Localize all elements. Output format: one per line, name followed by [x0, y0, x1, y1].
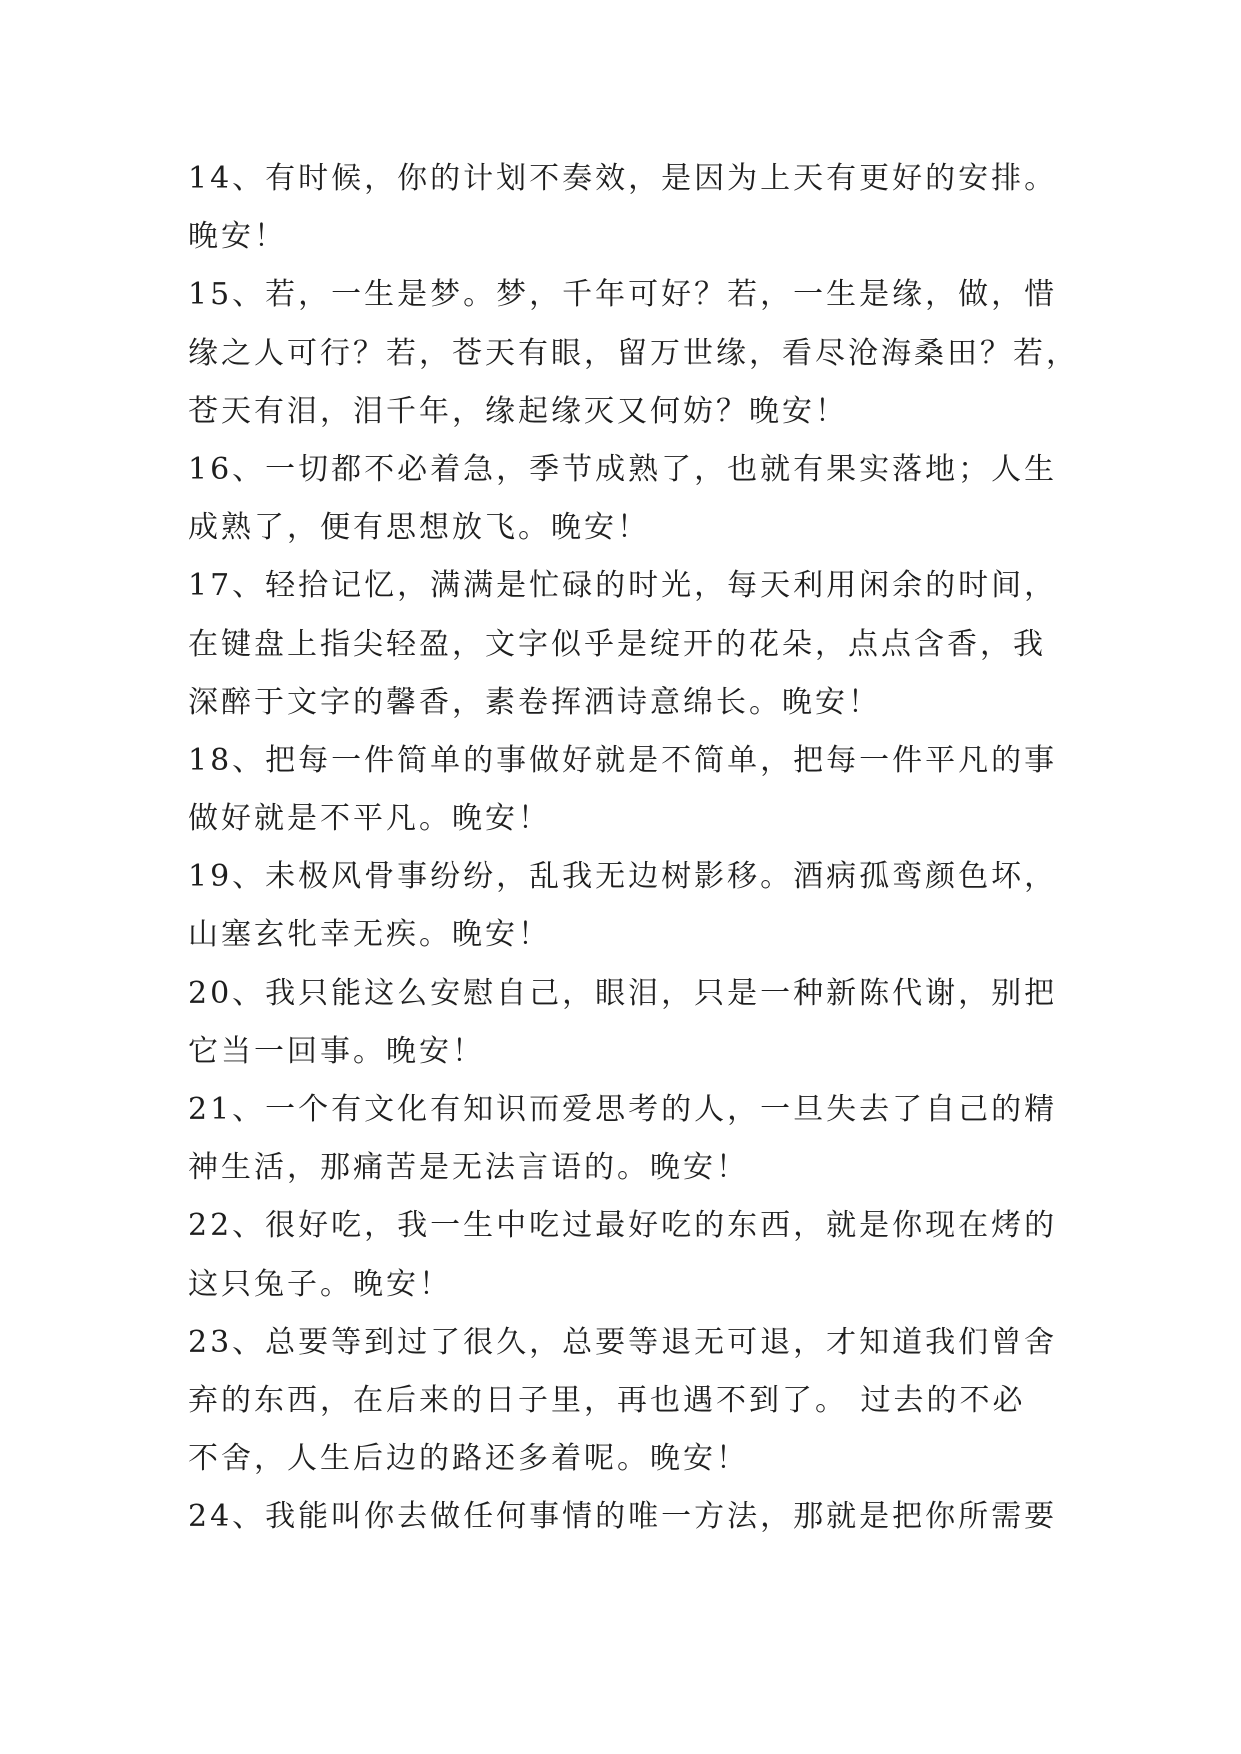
text-line: 神生活，那痛苦是无法言语的。晚安！ [188, 1150, 749, 1186]
text-line: 18、把每一件简单的事做好就是不简单，把每一件平凡的事 [188, 742, 1058, 778]
text-line: 弃的东西，在后来的日子里，再也遇不到了。 过去的不必 [188, 1382, 1026, 1418]
list-item [188, 1081, 1068, 1197]
list-item [188, 1314, 1068, 1489]
text-line: 缘之人可行？若，苍天有眼，留万世缘，看尽沧海桑田？若， [188, 335, 1079, 371]
text-line: 15、若，一生是梦。梦，千年可好？若，一生是缘，做，惜 [188, 277, 1058, 313]
list-item [188, 150, 1068, 266]
text-line: 在键盘上指尖轻盈，文字似乎是绽开的花朵，点点含香，我 [188, 626, 1046, 662]
text-line: 24、我能叫你去做任何事情的唯一方法，那就是把你所需要 [188, 1499, 1058, 1535]
text-line: 21、一个有文化有知识而爱思考的人，一旦失去了自己的精 [188, 1092, 1058, 1127]
text-line: 17、轻拾记忆，满满是忙碌的时光，每天利用闲余的时间， [188, 568, 1058, 604]
text-line: 成熟了，便有思想放飞。晚安！ [188, 510, 650, 546]
list-item [188, 1488, 1068, 1546]
text-line: 22、很好吃，我一生中吃过最好吃的东西，就是你现在烤的 [188, 1208, 1058, 1244]
list-item [188, 848, 1068, 964]
text-line: 山塞玄牝幸无疾。晚安！ [188, 917, 551, 953]
text-line: 做好就是不平凡。晚安！ [188, 801, 551, 837]
text-line: 这只兔子。晚安！ [188, 1266, 452, 1302]
text-line: 深醉于文字的馨香，素卷挥洒诗意绵长。晚安！ [188, 684, 881, 720]
list-item [188, 1197, 1068, 1313]
text-line: 23、总要等到过了很久，总要等退无可退，才知道我们曾舍 [188, 1324, 1058, 1360]
list-item [188, 732, 1068, 848]
document-body [188, 150, 1079, 1547]
text-line: 不舍，人生后边的路还多着呢。晚安！ [188, 1441, 749, 1477]
list-item [188, 557, 1068, 732]
text-line: 19、未极风骨事纷纷，乱我无边树影移。酒病孤鸾颜色坏， [188, 859, 1058, 895]
list-item [188, 266, 1079, 441]
list-item [188, 965, 1068, 1081]
text-line: 苍天有泪，泪千年，缘起缘灭又何妨？晚安！ [188, 393, 848, 429]
text-line: 晚安！ [188, 219, 287, 255]
text-line: 14、有时候，你的计划不奏效，是因为上天有更好的安排。 [188, 161, 1058, 196]
text-line: 20、我只能这么安慰自己，眼泪，只是一种新陈代谢，别把 [188, 975, 1058, 1011]
text-line: 16、一切都不必着急，季节成熟了，也就有果实落地；人生 [188, 451, 1058, 487]
text-line: 它当一回事。晚安！ [188, 1033, 485, 1069]
list-item [188, 441, 1068, 557]
